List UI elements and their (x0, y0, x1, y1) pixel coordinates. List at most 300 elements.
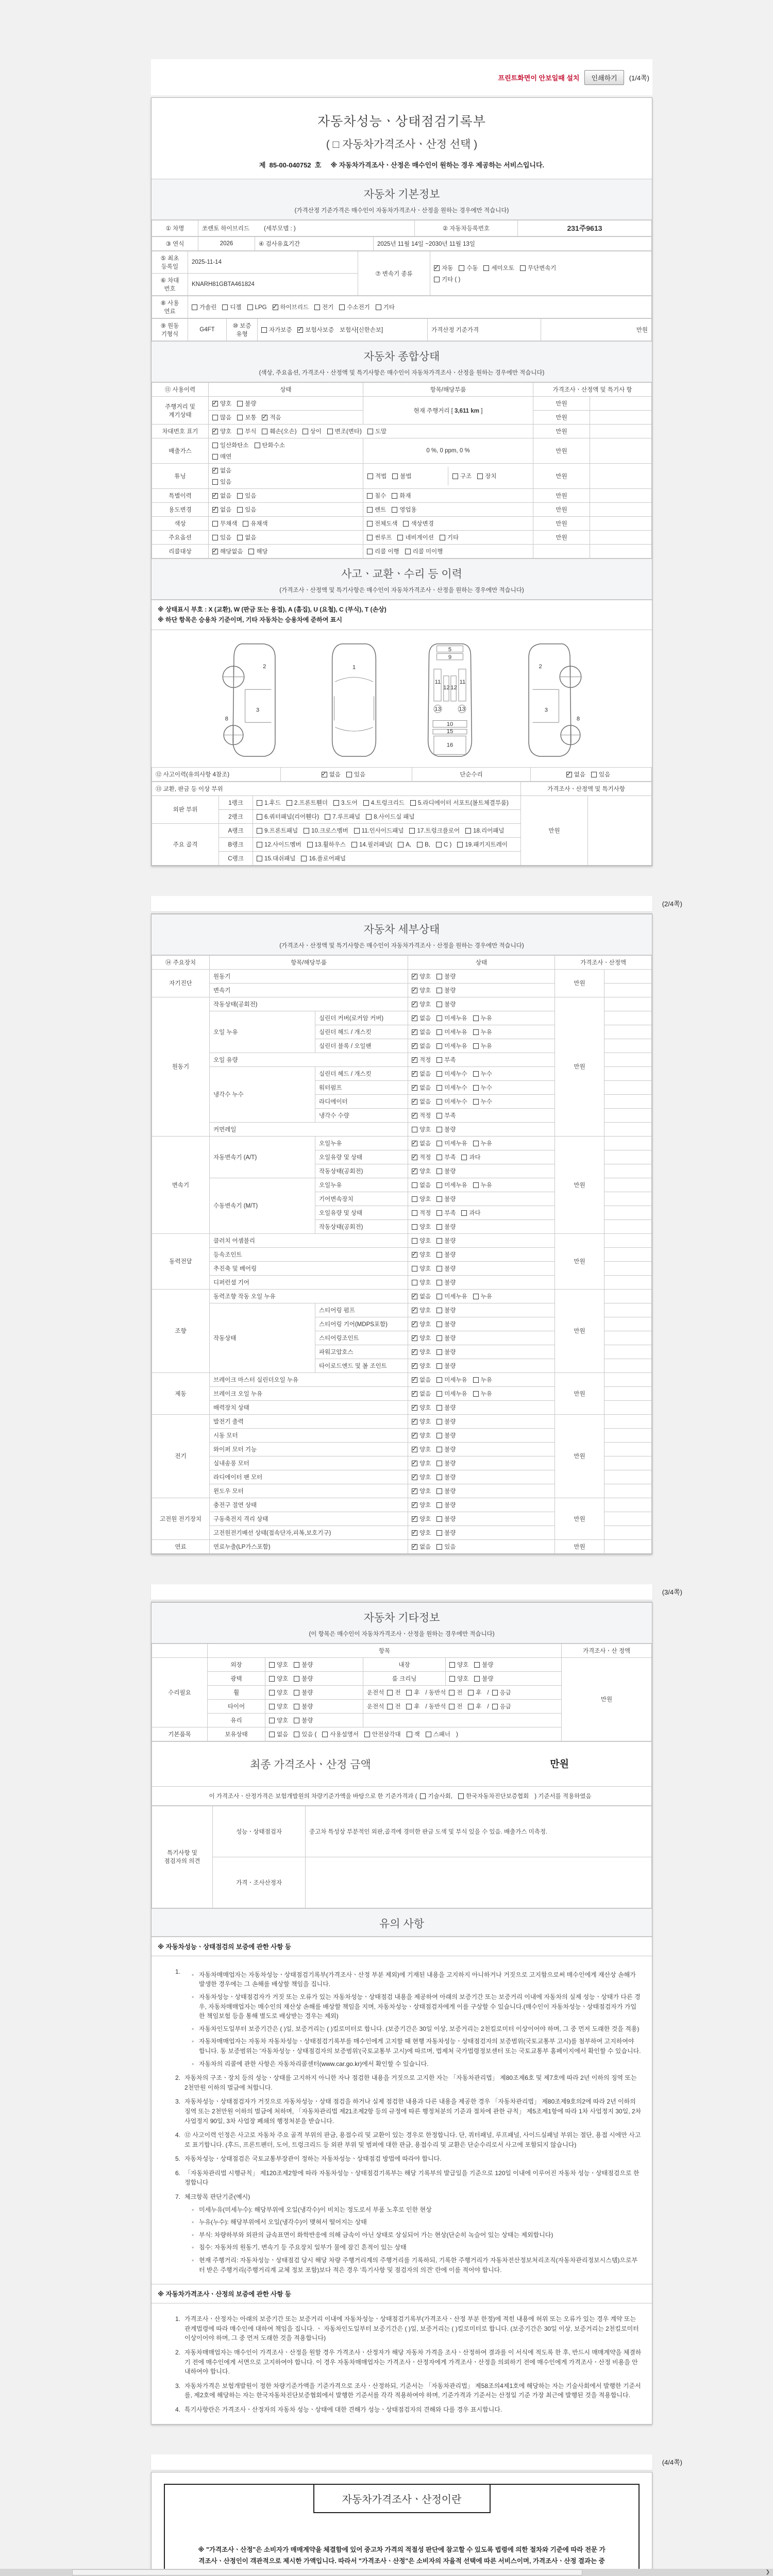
state-options (408, 1094, 555, 1108)
horizontal-scrollbar[interactable] (0, 2569, 773, 2576)
checkbox-label: 적정 (419, 1057, 431, 1063)
checkbox[interactable] (412, 1099, 417, 1105)
checkbox[interactable] (412, 1002, 417, 1007)
checkbox[interactable] (436, 974, 442, 979)
checkbox[interactable] (409, 828, 415, 834)
checkbox[interactable] (294, 1732, 299, 1737)
checkbox[interactable] (436, 1252, 442, 1258)
checkbox[interactable] (412, 1308, 417, 1313)
price-note-cell (604, 1094, 652, 1108)
page-strip-3 (151, 1584, 682, 1600)
checkbox[interactable] (269, 1732, 275, 1737)
checkbox[interactable] (273, 304, 278, 310)
checkbox[interactable] (449, 1662, 455, 1668)
checkbox[interactable] (492, 1704, 498, 1709)
checkbox-option (426, 1732, 450, 1738)
checkbox[interactable] (566, 772, 572, 777)
checkbox[interactable] (412, 1475, 417, 1480)
checkbox[interactable] (436, 1099, 442, 1105)
checkbox[interactable] (412, 1544, 417, 1550)
checkbox[interactable] (367, 473, 373, 479)
checkbox[interactable] (473, 1015, 479, 1021)
checkbox[interactable] (304, 828, 309, 834)
state-options (408, 1456, 555, 1470)
checkbox-option (325, 814, 360, 820)
checkbox[interactable] (412, 974, 417, 979)
checkbox[interactable] (387, 1704, 393, 1709)
item-label: 추진축 및 베어링 (210, 1261, 408, 1275)
checkbox[interactable] (412, 1433, 417, 1438)
print-button[interactable]: 인쇄하기 (584, 70, 624, 85)
checkbox[interactable] (436, 988, 442, 993)
checkbox[interactable] (412, 1335, 417, 1341)
checkbox[interactable] (473, 1043, 479, 1049)
checkbox[interactable] (367, 507, 373, 513)
checkbox[interactable] (412, 1224, 417, 1230)
checkbox[interactable] (436, 1502, 442, 1508)
checkbox[interactable] (412, 1168, 417, 1174)
checkbox[interactable] (412, 1155, 417, 1160)
checkbox[interactable] (434, 277, 440, 282)
state-options (408, 1414, 555, 1428)
checkbox[interactable] (346, 772, 352, 777)
checkbox[interactable] (473, 1294, 479, 1299)
checkbox-option (520, 265, 557, 272)
checkbox[interactable] (436, 1294, 442, 1299)
checkbox[interactable] (436, 1127, 442, 1132)
checkbox-option (257, 856, 295, 862)
checkbox[interactable] (457, 842, 463, 848)
checkbox[interactable] (412, 1363, 417, 1369)
checkbox[interactable] (212, 493, 218, 499)
checkbox[interactable] (412, 1043, 417, 1049)
checkbox[interactable] (412, 1238, 417, 1244)
svg-text:13: 13 (458, 706, 465, 713)
checkbox[interactable] (474, 1676, 480, 1682)
checkbox[interactable] (436, 1461, 442, 1466)
checkbox[interactable] (243, 521, 248, 527)
checkbox[interactable] (412, 1085, 417, 1091)
checkbox[interactable] (412, 1530, 417, 1536)
checkbox[interactable] (436, 1029, 442, 1035)
checkbox[interactable] (269, 1662, 275, 1668)
checkbox[interactable] (257, 856, 262, 861)
checkbox[interactable] (269, 1690, 275, 1696)
checkbox[interactable] (397, 535, 403, 540)
checkbox[interactable] (436, 1182, 442, 1188)
checkbox[interactable] (412, 1210, 417, 1216)
checkbox[interactable] (468, 1704, 474, 1709)
checkbox-option (301, 856, 346, 862)
checkbox[interactable] (412, 1349, 417, 1355)
checkbox[interactable] (436, 1419, 442, 1425)
price-note-cell (604, 1108, 652, 1122)
checkbox[interactable] (294, 1676, 299, 1682)
checkbox[interactable] (436, 1377, 442, 1383)
checkbox[interactable] (367, 535, 373, 540)
checkbox[interactable] (405, 549, 411, 554)
checkbox[interactable] (294, 1690, 299, 1696)
checkbox[interactable] (436, 1266, 442, 1272)
checkbox-option (307, 842, 346, 848)
checkbox[interactable] (237, 535, 243, 540)
checkbox[interactable] (436, 1363, 442, 1369)
checkbox[interactable] (212, 549, 218, 554)
checkbox[interactable] (483, 265, 489, 271)
checkbox[interactable] (327, 429, 333, 434)
checkbox[interactable] (436, 1530, 442, 1536)
checkbox[interactable] (436, 1488, 442, 1494)
checkbox[interactable] (392, 473, 398, 479)
svg-text:5: 5 (448, 646, 451, 653)
checkbox[interactable] (473, 1391, 479, 1397)
checkbox[interactable] (473, 1377, 479, 1383)
checkbox[interactable] (492, 1690, 498, 1696)
checkbox[interactable] (367, 493, 373, 499)
table-row: 주요 골격 A랭크 9.프론트패널 10.크로스멤버 11.인사이드패널 17.트렁크플로어 18.리어패널 (152, 823, 652, 837)
checkbox[interactable] (303, 429, 308, 434)
svg-text:12: 12 (443, 685, 450, 691)
checkbox[interactable] (436, 1141, 442, 1146)
scrollbar-thumb[interactable] (72, 2569, 582, 2575)
checkbox[interactable] (294, 1718, 299, 1723)
checkbox[interactable] (212, 429, 218, 434)
checkbox-option (398, 842, 411, 848)
table-row: 배출가스 일산화탄소 탄화수소 매연 0 %, 0 ppm, 0 % 만원 (152, 438, 652, 464)
checkbox[interactable] (449, 1704, 455, 1709)
checkbox[interactable] (473, 1085, 479, 1091)
table-row: 휠 양호 불량 운전석 전 후 / 동반석 전 후 / 응급 (152, 1685, 652, 1699)
checkbox-option (297, 327, 334, 333)
section-detail-title: 자동차 세부상태 (363, 923, 440, 936)
checkbox[interactable] (412, 1461, 417, 1466)
checkbox[interactable] (591, 772, 597, 777)
checkbox-option (474, 1676, 493, 1682)
checkbox[interactable] (212, 415, 218, 420)
checkbox[interactable] (412, 1029, 417, 1035)
checkbox[interactable] (436, 1057, 442, 1063)
checkbox-option (387, 1690, 400, 1696)
checkbox[interactable] (322, 1732, 328, 1737)
checkbox-option (492, 1690, 511, 1696)
checkbox[interactable] (436, 1391, 442, 1397)
svg-text:12: 12 (450, 685, 457, 691)
notes-content (152, 1937, 652, 2424)
checkbox-label: 누유 (480, 1293, 492, 1300)
checkbox[interactable] (392, 507, 397, 513)
comp-header-items: 항목/해당부품 (363, 383, 533, 397)
checkbox[interactable] (262, 429, 267, 434)
checkbox[interactable] (192, 304, 197, 310)
checkbox[interactable] (412, 1266, 417, 1272)
checkbox[interactable] (449, 1676, 455, 1682)
note-item: 4. 특기사항란은 가격조사ㆍ산정자의 자동차 성능ㆍ상태에 대한 견해가 성능ㆍ상태점검자의 견해와 다를 경우 표시합니다. (175, 2405, 502, 2413)
checkbox-label: 양호 (419, 1307, 431, 1314)
checkbox[interactable] (261, 327, 267, 333)
checkbox[interactable] (257, 814, 262, 820)
checkbox[interactable] (247, 304, 253, 310)
checkbox[interactable] (367, 521, 373, 527)
checkbox[interactable] (297, 327, 303, 333)
print-install-note[interactable]: 프린트화면이 안보일때 설치 (498, 74, 580, 82)
checkbox[interactable] (212, 521, 218, 527)
checkbox[interactable] (406, 1704, 412, 1709)
table-row: 많음 보통 ✓ 적음 만원 (152, 411, 652, 425)
checkbox-option (410, 800, 509, 806)
checkbox-option (412, 1321, 431, 1328)
price-note-cell (604, 1428, 652, 1442)
checkbox[interactable] (436, 1210, 442, 1216)
checkbox[interactable] (473, 1029, 479, 1035)
checkbox[interactable] (269, 1718, 275, 1723)
checkbox[interactable] (412, 1113, 417, 1118)
checkbox[interactable] (420, 1793, 426, 1799)
item-label: 변속기 (210, 983, 408, 997)
checkbox-option (436, 1447, 456, 1453)
checkbox[interactable] (412, 1015, 417, 1021)
checkbox[interactable] (436, 1321, 442, 1327)
checkbox[interactable] (520, 265, 526, 271)
checkbox[interactable] (212, 507, 218, 513)
checkbox-option (436, 1210, 456, 1216)
checkbox[interactable] (387, 1690, 393, 1696)
checkbox[interactable] (436, 1447, 442, 1452)
checkbox-option (269, 1676, 288, 1682)
checkbox[interactable] (412, 1447, 417, 1452)
checkbox[interactable] (398, 842, 404, 848)
checkbox[interactable] (436, 1071, 442, 1077)
checkbox[interactable] (434, 265, 440, 271)
checkbox[interactable] (473, 1071, 479, 1077)
checkbox[interactable] (436, 842, 442, 848)
checkbox[interactable] (237, 429, 243, 434)
checkbox[interactable] (366, 814, 372, 820)
appraiser-opinion (306, 1857, 652, 1908)
checkbox[interactable] (474, 1662, 480, 1668)
checkbox[interactable] (436, 1433, 442, 1438)
checkbox[interactable] (436, 1335, 442, 1341)
checkbox-label: 부족 (444, 1057, 456, 1063)
checkbox[interactable] (269, 1704, 275, 1709)
checkbox[interactable] (412, 1057, 417, 1063)
checkbox[interactable] (314, 304, 320, 310)
checkbox[interactable] (412, 1182, 417, 1188)
state-options (408, 969, 555, 983)
checkbox-option (412, 1349, 431, 1355)
checkbox-label: 없음 (419, 1071, 431, 1077)
checkbox[interactable] (436, 1168, 442, 1174)
checkbox-option (412, 1377, 431, 1383)
checkbox-option (262, 415, 281, 421)
checkbox[interactable] (436, 1196, 442, 1202)
checkbox-label: 불량 (444, 1349, 456, 1355)
checkbox-option (436, 1002, 456, 1008)
checkbox[interactable] (339, 304, 345, 310)
svg-text:1: 1 (352, 664, 356, 671)
checkbox[interactable] (461, 1155, 467, 1160)
checkbox[interactable] (222, 304, 228, 310)
checkbox[interactable] (412, 1419, 417, 1425)
other-header-price: 가격조사ㆍ산 정액 (562, 1643, 652, 1657)
checkbox[interactable] (212, 401, 218, 406)
table-row (152, 1136, 652, 1150)
checkbox[interactable] (436, 1043, 442, 1049)
checkbox-label: 불량 (444, 1196, 456, 1202)
checkbox[interactable] (459, 265, 464, 271)
item-group-label: 냉각수 누수 (210, 1066, 315, 1122)
checkbox[interactable] (412, 1127, 417, 1132)
checkbox[interactable] (412, 1071, 417, 1077)
checkbox[interactable] (287, 800, 292, 806)
checkbox-label: 하이브리드 (280, 304, 309, 311)
checkbox[interactable] (412, 1377, 417, 1383)
checkbox[interactable] (376, 304, 381, 310)
checkbox[interactable] (367, 429, 373, 434)
checkbox[interactable] (436, 1475, 442, 1480)
checkbox[interactable] (412, 1321, 417, 1327)
item-label: 배력장치 상태 (210, 1400, 408, 1414)
checkbox[interactable] (237, 415, 243, 420)
checkbox-label: 없음 (419, 1391, 431, 1397)
checkbox[interactable] (325, 814, 330, 820)
checkbox[interactable] (452, 473, 458, 479)
checkbox[interactable] (436, 1015, 442, 1021)
checkbox[interactable] (436, 1349, 442, 1355)
state-options (408, 1039, 555, 1053)
checkbox[interactable] (212, 535, 218, 540)
table-row (152, 1233, 652, 1247)
section-other-title: 자동차 기타정보 (363, 1612, 440, 1624)
checkbox[interactable] (412, 1294, 417, 1299)
checkbox[interactable] (294, 1662, 299, 1668)
checkbox-option (436, 1461, 456, 1467)
checkbox-option (248, 549, 267, 555)
item-label: 스티어링 기어(MDPS포함) (315, 1317, 408, 1331)
checkbox-option (212, 521, 237, 527)
checkbox[interactable] (392, 493, 397, 499)
checkbox[interactable] (412, 1280, 417, 1285)
option-text: ) (456, 1731, 458, 1738)
section-comp-head (152, 341, 652, 382)
checkbox[interactable] (257, 842, 262, 848)
checkbox-label: 후 (476, 1689, 482, 1696)
checkbox[interactable] (465, 828, 471, 834)
checkbox[interactable] (412, 988, 417, 993)
checkbox[interactable] (468, 1690, 474, 1696)
checkbox[interactable] (412, 1252, 417, 1258)
checkbox-option (436, 1196, 456, 1202)
checkbox[interactable] (257, 828, 262, 834)
checkbox[interactable] (436, 1113, 442, 1118)
checkbox[interactable] (473, 1182, 479, 1188)
checkbox[interactable] (412, 1141, 417, 1146)
basic-value-year: 2026 (198, 237, 255, 251)
checkbox[interactable] (406, 1690, 412, 1696)
checkbox-option (294, 1676, 313, 1682)
checkbox-option (436, 1349, 456, 1355)
checkbox[interactable] (248, 549, 254, 554)
checkbox-label: 양호 (419, 1502, 431, 1509)
checkbox[interactable] (354, 828, 360, 834)
checkbox[interactable] (473, 1141, 479, 1146)
checkbox[interactable] (436, 1224, 442, 1230)
checkbox[interactable] (364, 1732, 370, 1737)
checkbox-option (436, 1530, 456, 1536)
checkbox[interactable] (436, 1405, 442, 1411)
checkbox[interactable] (212, 479, 218, 485)
checkbox[interactable] (237, 401, 243, 406)
checkbox[interactable] (333, 800, 339, 806)
checkbox[interactable] (436, 1308, 442, 1313)
checkbox[interactable] (237, 493, 243, 499)
checkbox[interactable] (403, 521, 409, 527)
checkbox[interactable] (212, 468, 218, 473)
checkbox[interactable] (436, 1085, 442, 1091)
scrollbar-right-arrow-icon[interactable]: ❯ (765, 2569, 770, 2575)
checkbox[interactable] (237, 507, 243, 513)
checkbox[interactable] (449, 1690, 455, 1696)
checkbox[interactable] (436, 1238, 442, 1244)
detail-header-state: 상태 (408, 955, 555, 969)
checkbox[interactable] (301, 856, 307, 861)
checkbox[interactable] (477, 473, 483, 479)
checkbox[interactable] (255, 443, 260, 448)
basic-label-warranty: ⑩ 보증 유형 (227, 319, 258, 341)
checkbox[interactable] (440, 535, 445, 540)
checkbox[interactable] (436, 1155, 442, 1160)
checkbox[interactable] (461, 1210, 467, 1216)
checkbox-label: 적법 (375, 473, 387, 480)
checkbox[interactable] (269, 1676, 275, 1682)
checkbox[interactable] (212, 443, 218, 448)
checkbox[interactable] (294, 1704, 299, 1709)
checkbox[interactable] (351, 842, 357, 848)
checkbox[interactable] (412, 1516, 417, 1522)
checkbox[interactable] (307, 842, 313, 848)
checkbox[interactable] (417, 842, 423, 848)
checkbox[interactable] (407, 1732, 412, 1737)
checkbox-label: 영업용 (399, 507, 417, 513)
checkbox-option (212, 401, 231, 407)
checkbox[interactable] (436, 1002, 442, 1007)
checkbox[interactable] (458, 1793, 464, 1799)
checkbox[interactable] (257, 800, 262, 806)
checkbox[interactable] (412, 1405, 417, 1411)
checkbox[interactable] (412, 1391, 417, 1397)
checkbox[interactable] (410, 800, 416, 806)
checkbox[interactable] (412, 1502, 417, 1508)
checkbox[interactable] (212, 454, 218, 460)
checkbox[interactable] (436, 1280, 442, 1285)
note-item: 3. 자동차가격은 보험개발원이 정한 차량기준가액을 기준가격으로 조사ㆍ산정하되, 기준서는 「자동차관리법」 제58조의4제1호에 해당하는 자는 기술사회에서 발행한 기준서를, 제2호에 해당하는 자는 한국자동차진단보증협회에서 발행한 기준서를 각각 적용하여야 하며, 기준가격과 기준서는 산정일 기준 가장 최근에 발행된 것을 적용합니다. (175, 2382, 641, 2399)
checkbox[interactable] (412, 1488, 417, 1494)
table-row: B랭크 12.사이드멤버 13.휠하우스 14.필러패널( A, B, C ) 19.패키지트레이 (152, 837, 652, 851)
checkbox[interactable] (436, 1516, 442, 1522)
checkbox[interactable] (412, 1196, 417, 1202)
checkbox[interactable] (363, 800, 369, 806)
checkbox-option (566, 772, 585, 778)
checkbox[interactable] (367, 549, 373, 554)
checkbox-option (367, 473, 386, 480)
checkbox[interactable] (426, 1732, 431, 1737)
checkbox[interactable] (322, 772, 327, 777)
checkbox[interactable] (436, 1544, 442, 1550)
checkbox[interactable] (473, 1099, 479, 1105)
car-diagram-side-right (505, 635, 587, 764)
state-options (408, 1345, 555, 1359)
checkbox-option (449, 1676, 468, 1682)
checkbox[interactable] (262, 415, 267, 420)
